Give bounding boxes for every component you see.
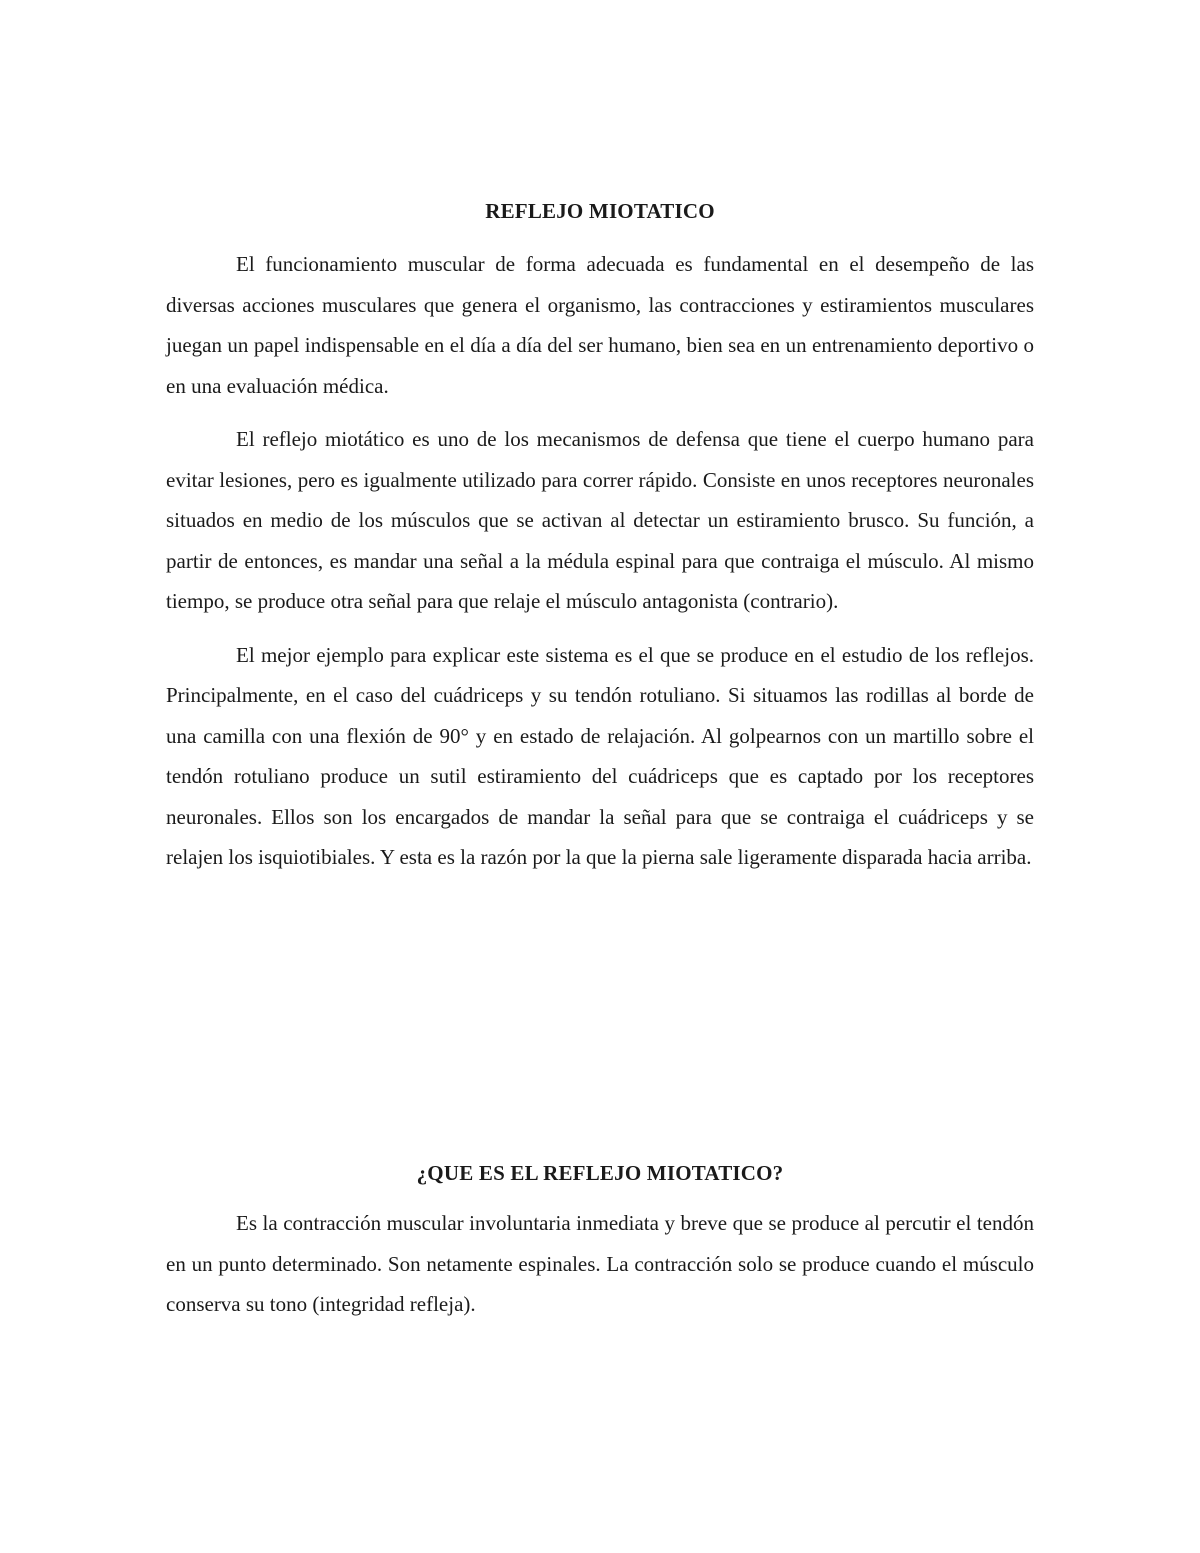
- paragraph: El reflejo miotático es uno de los mecanismos de defensa que tiene el cuerpo humano para evitar lesiones, pero es igualmente utilizado para correr rápido. Consiste en unos receptores neuronales situados en medio de los músculos que se activan al detectar un estiramiento brusco. Su función, a partir de entonces, es mandar una señal a la médula espinal para que contraiga el músculo. Al mismo tiempo, se produce otra señal para que relaje el músculo antagonista (contrario).: [166, 427, 1034, 613]
- section-que-es: [166, 1156, 1034, 1325]
- paragraph: El funcionamiento muscular de forma adecuada es fundamental en el desempeño de las diversas acciones musculares que genera el organismo, las contracciones y estiramientos musculares juegan un papel indispensable en el día a día del ser humano, bien sea en un entrenamiento deportivo o en una evaluación médica.: [166, 252, 1034, 398]
- section-reflejo-miotatico: [166, 194, 1034, 878]
- section-title: REFLEJO MIOTATICO: [485, 199, 715, 223]
- paragraph: El mejor ejemplo para explicar este sistema es el que se produce en el estudio de los reflejos. Principalmente, en el caso del cuádriceps y su tendón rotuliano. Si situamos las rodillas al borde de una camilla con una flexión de 90° y en estado de relajación. Al golpearnos con un martillo sobre el tendón rotuliano produce un sutil estiramiento del cuádriceps que es captado por los receptores neuronales. Ellos son los encargados de mandar la señal para que se contraiga el cuádriceps y se relajen los isquiotibiales. Y esta es la razón por la que la pierna sale ligeramente disparada hacia arriba.: [166, 642, 1034, 869]
- section-title: ¿QUE ES EL REFLEJO MIOTATICO?: [416, 1161, 784, 1185]
- paragraph: Es la contracción muscular involuntaria inmediata y breve que se produce al percutir el tendón en un punto determinado. Son netamente espinales. La contracción solo se produce cuando el músculo conserva su tono (integridad refleja).: [166, 1211, 1034, 1316]
